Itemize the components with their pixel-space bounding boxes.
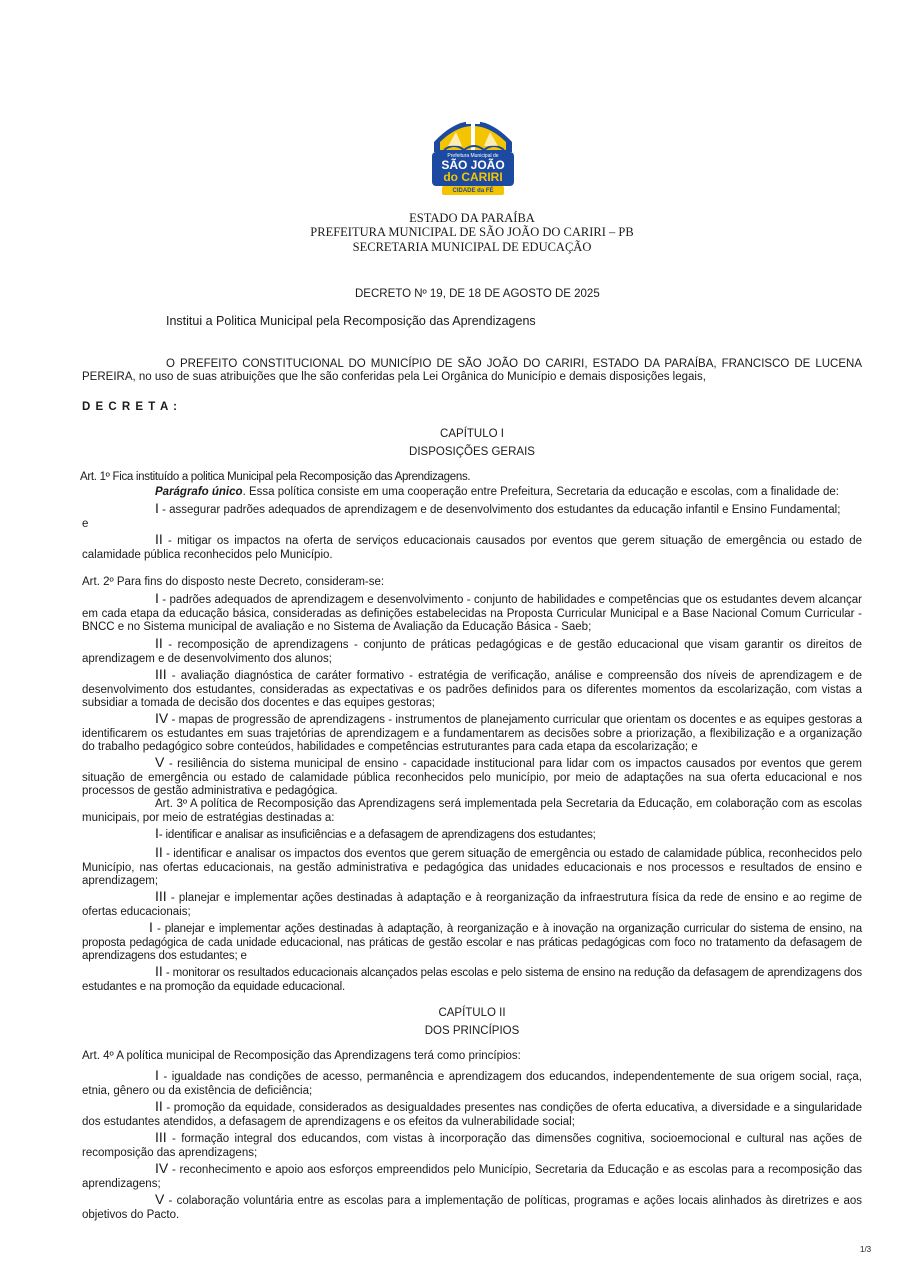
art-2-item-1-text: - padrões adequados de aprendizagem e desenvolvimento - conjunto de habilidades e competências que os estudantes devem alcançar em cada etapa da educação básica, consideradas as definições estabelecidas na Proposta Curricular Municipal e a Base Nacional Comum Curricular - BNCC e no Sistema municipal de avaliação e no Sistema de Avaliação da Educação Básica - Saeb; — [82, 594, 862, 633]
art-3-item-5 — [82, 965, 862, 994]
art-2-item-3 — [82, 668, 862, 711]
ementa: Institui a Politica Municipal pela Recomposição das Aprendizagens — [166, 314, 536, 328]
art-3-item-5-num: II — [155, 963, 163, 979]
chapter-2-title: DOS PRINCÍPIOS — [424, 1025, 520, 1037]
art-1-item-2-num: II — [155, 531, 163, 547]
art-3-item-5-text: - monitorar os resultados educacionais alcançados pelas escolas e pelo sistema de ensino na redução da defasagem de aprendizagens dos estudantes e na promoção da equidade educacional. — [82, 967, 862, 993]
art-1-paragraph-label: Parágrafo único — [155, 486, 243, 498]
art-4-item-1-text: - igualdade nas condições de acesso, permanência e aprendizagem dos educandos, independentemente de sua origem social, raça, etnia, gênero ou da existência de deficiência; — [82, 1071, 862, 1097]
art-3-item-2-text: - identificar e analisar os impactos dos eventos que gerem situação de emergência ou estado de calamidade pública, reconhecidos pelo Município, nas ofertas educacionais, na gestão administrativa e pedagógica das unidades educacionais e nos processos e resultados de ensino e aprendizagem; — [82, 848, 862, 887]
art-4-item-2-text: - promoção da equidade, considerados as desigualdades presentes nas condições de oferta educativa, a diversidade e a singularidade dos estudantes atendidos, a defasagem de aprendizagens e os efeitos da vulnerabilidade social; — [82, 1102, 862, 1128]
art-4-item-3-num: III — [155, 1129, 167, 1145]
art-1-paragraph-text: . Essa política consiste em uma cooperação entre Prefeitura, Secretaria da educação e escolas, com a finalidade de: — [242, 486, 839, 498]
art-1-head: Art. 1º Fica instituído a politica Municipal pela Recomposição das Aprendizagens. — [80, 471, 471, 483]
art-2-item-4 — [82, 712, 862, 755]
decree-title: DECRETO Nº 19, DE 18 DE AGOSTO DE 2025 — [355, 288, 600, 300]
art-2-item-3-text: - avaliação diagnóstica de caráter formativo - estratégia de verificação, análise e compreensão dos níveis de aprendizagem e de desenvolvimento dos estudantes, consideradas as expectativas e os padrões definidos para os diferentes momentos da escolarização, com vistas a subsidiar a tomada de decisão dos docentes e das equipes gestoras; — [82, 670, 862, 709]
art-4-head: Art. 4º A política municipal de Recomposição das Aprendizagens terá como princípios: — [82, 1050, 521, 1062]
art-3-item-1 — [155, 827, 596, 843]
logo-line-1: Prefeitura Municipal de — [447, 153, 499, 159]
art-4-item-2 — [82, 1100, 862, 1129]
municipal-logo — [430, 106, 516, 196]
art-1-item-2 — [82, 533, 862, 562]
art-1-item-1-num: I — [155, 500, 159, 516]
chapter-1-title: DISPOSIÇÕES GERAIS — [409, 446, 535, 458]
art-3-item-1-text: - identificar e analisar as insuficiências e a defasagem de aprendizagens dos estudantes; — [158, 829, 596, 841]
art-1-item-1-text: - assegurar padrões adequados de aprendizagem e de desenvolvimento dos estudantes da educação infantil e Ensino Fundamental; — [158, 504, 841, 516]
header-city-hall: PREFEITURA MUNICIPAL DE SÃO JOÃO DO CARIRI – PB — [310, 225, 634, 239]
art-2-item-1 — [82, 592, 862, 635]
art-4-item-3-text: - formação integral dos educandos, com vistas à incorporação das dimensões cognitiva, socioemocional e cultural nas ações de recomposição das aprendizagens; — [82, 1133, 862, 1159]
art-3-item-3 — [82, 890, 862, 919]
art-4-item-4-text: - reconhecimento e apoio aos esforços empreendidos pelo Município, Secretaria da Educação e as escolas para a recomposição das aprendizagens; — [82, 1164, 862, 1190]
art-2-item-5 — [82, 756, 862, 799]
preamble-line-1: O PREFEITO CONSTITUCIONAL DO MUNICÍPIO DE SÃO JOÃO DO CARIRI, ESTADO DA PARAÍBA, FRANCISCO DE LUCENA — [166, 358, 862, 370]
art-3-item-1-num: I — [155, 825, 159, 841]
decreta-heading: D E C R E T A : — [82, 401, 178, 413]
art-3-item-4-num: I — [149, 919, 153, 935]
art-2-item-3-num: III — [155, 666, 167, 682]
art-2-head: Art. 2º Para fins do disposto neste Decreto, consideram-se: — [82, 576, 385, 588]
art-2-item-5-text: - resiliência do sistema municipal de ensino - capacidade institucional para lidar com os impactos causados por eventos que gerem situação de emergência ou estado de calamidade pública reconhecidos pelo município, por meio de adaptações na sua oferta educacional e nos processos de gestão administrativa e pedagógica. — [82, 758, 862, 797]
page-number: 1/3 — [860, 1245, 872, 1254]
header-state: ESTADO DA PARAÍBA — [409, 211, 535, 225]
art-1-item-1 — [155, 502, 862, 518]
art-4-item-5-num: V — [155, 1191, 165, 1207]
header-secretariat: SECRETARIA MUNICIPAL DE EDUCAÇÃO — [352, 240, 592, 254]
preamble-line-2: PEREIRA, no uso de suas atribuições que lhe são conferidas pela Lei Orgânica do Município e demais disposições legais, — [82, 371, 706, 383]
art-4-item-1 — [82, 1069, 862, 1098]
art-2-item-2 — [82, 637, 862, 666]
art-4-item-3 — [82, 1131, 862, 1160]
art-2-item-2-text: - recomposição de aprendizagens - conjunto de práticas pedagógicas e de gestão educacional que visam garantir os direitos de aprendizagem e de desenvolvimento dos alunos; — [82, 639, 862, 665]
art-2-item-1-num: I — [155, 590, 159, 606]
art-3-head: Art. 3º A política de Recomposição das Aprendizagens será implementada pela Secretaria da Educação, em colaboração com as escolas municipais, por meio de estratégias destinadas a: — [82, 798, 862, 824]
art-4-item-5 — [82, 1193, 862, 1222]
art-3-item-2-num: II — [155, 844, 163, 860]
art-2-item-5-num: V — [155, 754, 165, 770]
art-1-paragraph — [155, 486, 865, 500]
art-1-connector: e — [82, 518, 89, 530]
art-4-item-2-num: II — [155, 1098, 163, 1114]
chapter-1-number: CAPÍTULO I — [440, 428, 504, 440]
art-4-item-4 — [82, 1162, 862, 1191]
art-3-item-4 — [82, 921, 862, 964]
art-3-item-3-text: - planejar e implementar ações destinadas à adaptação e à reorganização da infraestrutura física da rede de ensino e ao regime de ofertas educacionais; — [82, 892, 862, 918]
art-4-item-1-num: I — [155, 1067, 159, 1083]
art-2-item-4-text: - mapas de progressão de aprendizagens - instrumentos de planejamento curricular que orientam os docentes e as equipes gestoras a identificarem os estudantes em suas trajetórias de aprendizagem e a fundamentarem as decisões sobre a priorização, a flexibilização e a organização do trabalho pedagógico sobre conteúdos, habilidades e competências estruturantes para cada etapa da escolarização; e — [82, 714, 862, 753]
logo-line-4: CIDADE da FÉ — [452, 188, 494, 194]
logo-line-3: do CARIRI — [443, 170, 503, 184]
art-4-item-4-num: IV — [155, 1160, 169, 1176]
art-4-item-5-text: - colaboração voluntária entre as escolas para a implementação de políticas, programas e ações locais alinhados às diretrizes e aos objetivos do Pacto. — [82, 1195, 862, 1221]
art-1-item-2-text: - mitigar os impactos na oferta de serviços educacionais causados por eventos que gerem situação de emergência ou estado de calamidade pública reconhecidos pelo Município. — [82, 535, 862, 561]
art-2-item-4-num: IV — [155, 710, 169, 726]
art-3-item-2 — [82, 846, 862, 889]
art-2-item-2-num: II — [155, 635, 163, 651]
art-3-item-4-text: - planejar e implementar ações destinadas à adaptação, à reorganização e à inovação na organização curricular do sistema de ensino, na proposta pedagógica de cada unidade educacional, nas práticas de gestão escolar e nas práticas pedagógicas com foco no tratamento da defasagem de aprendizagens dos estudantes; e — [82, 923, 862, 962]
art-3-item-3-num: III — [155, 888, 167, 904]
logo-line-2: SÃO JOÃO — [441, 158, 505, 172]
chapter-2-number: CAPÍTULO II — [438, 1007, 506, 1019]
